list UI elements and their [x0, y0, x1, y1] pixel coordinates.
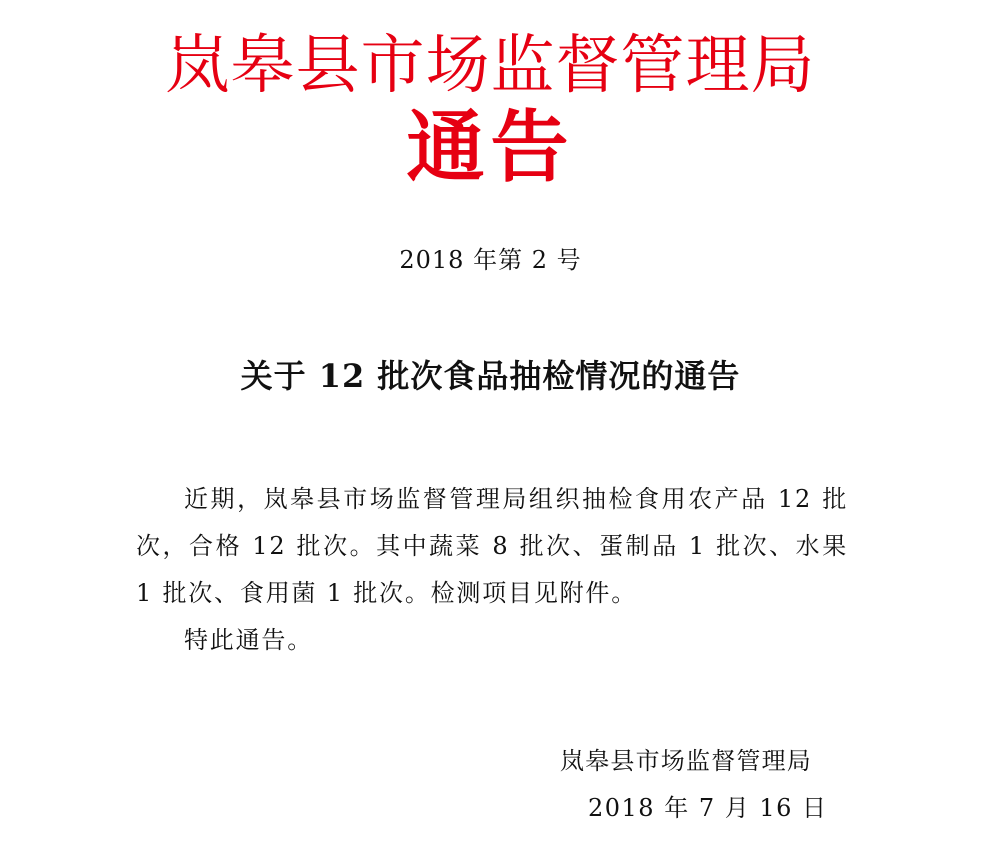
document-body — [136, 476, 848, 664]
agency-header-title: 岚皋县市场监督管理局 — [165, 29, 816, 103]
document-title: 关于 12 批次食品抽检情况的通告 — [240, 357, 741, 395]
document-number: 2018 年第 2 号 — [399, 246, 582, 274]
body-paragraph: 近期，岚皋县市场监督管理局组织抽检食用农产品 12 批次，合格 12 批次。其中蔬菜 8 批次、蛋制品 1 批次、水果 1 批次、食用菌 1 批次。检测项目见附件。 — [136, 485, 848, 607]
issuer-signature: 岚皋县市场监督管理局 — [560, 747, 812, 775]
closing-paragraph: 特此通告。 — [184, 626, 313, 654]
notice-header-word: 通告 — [406, 102, 575, 193]
issue-date: 2018 年 7 月 16 日 — [588, 794, 828, 822]
